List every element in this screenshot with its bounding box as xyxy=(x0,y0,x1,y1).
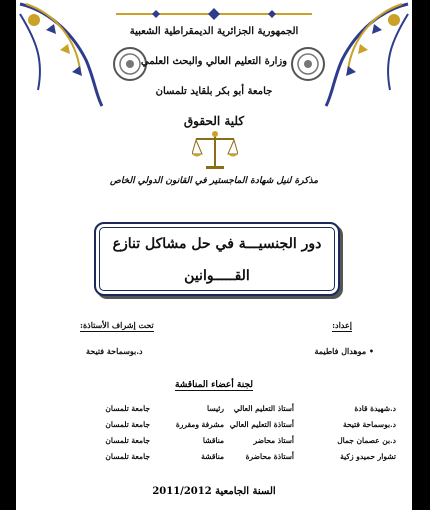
member-role: مناقشا xyxy=(202,436,224,445)
member-role: مشرفة ومقررة xyxy=(175,420,224,429)
member-university: جامعة تلمسان xyxy=(105,436,150,445)
academic-year: السنة الجامعية 2011/2012 xyxy=(152,486,276,497)
university-name: جامعة أبو بكر بلقايد تلمسان xyxy=(155,86,273,97)
ministry-name: وزارة التعليم العالي والبحث العلمي xyxy=(140,56,288,67)
committee-title: لجنة أعضاء المناقشة xyxy=(174,380,254,390)
thesis-title-line1: دور الجنسيـــة في حل مشاكل تنازع xyxy=(112,236,322,252)
committee-row xyxy=(16,436,412,450)
supervisor-name: د.بوسماحة فتيحة xyxy=(86,346,143,356)
member-university: جامعة تلمسان xyxy=(105,452,150,461)
student-name: • موهدال فاطيمة xyxy=(314,346,374,356)
top-decorative-band-icon xyxy=(116,8,312,20)
committee-row xyxy=(16,452,412,466)
document-page xyxy=(16,0,412,510)
member-rank: أستاذ التعليم العالي xyxy=(233,404,294,413)
member-name: د.شهيدة قادة xyxy=(354,404,396,413)
prepared-by-label: إعداد: xyxy=(332,320,352,330)
member-name: تشوار حميدو زكية xyxy=(340,452,396,461)
committee-row xyxy=(16,404,412,418)
faculty-name: كلية الحقوق xyxy=(183,114,245,128)
member-rank: أستاذة التعليم العالي xyxy=(229,420,294,429)
member-rank: أستاذ محاضر xyxy=(253,436,294,445)
republic-name: الجمهورية الجزائرية الديمقراطية الشعبية xyxy=(129,26,299,37)
member-name: د.بن عصمان جمال xyxy=(337,436,396,445)
member-university: جامعة تلمسان xyxy=(105,420,150,429)
thesis-title-line2: القـــــوانين xyxy=(184,268,250,284)
member-rank: أستاذة محاضرة xyxy=(245,452,294,461)
supervisor-label: تحت إشراف الأستاذة: xyxy=(80,320,154,330)
member-role: رئيسا xyxy=(207,404,224,413)
committee-row xyxy=(16,420,412,434)
member-role: مناقشة xyxy=(201,452,224,461)
thesis-title-box xyxy=(94,222,340,296)
thesis-purpose: مذكرة لنيل شهادة الماجستير في القانون الدولي الخاص xyxy=(109,176,319,186)
member-name: د.بوسماحة فتيحة xyxy=(342,420,396,429)
member-university: جامعة تلمسان xyxy=(105,404,150,413)
scales-of-justice-icon xyxy=(192,130,238,172)
